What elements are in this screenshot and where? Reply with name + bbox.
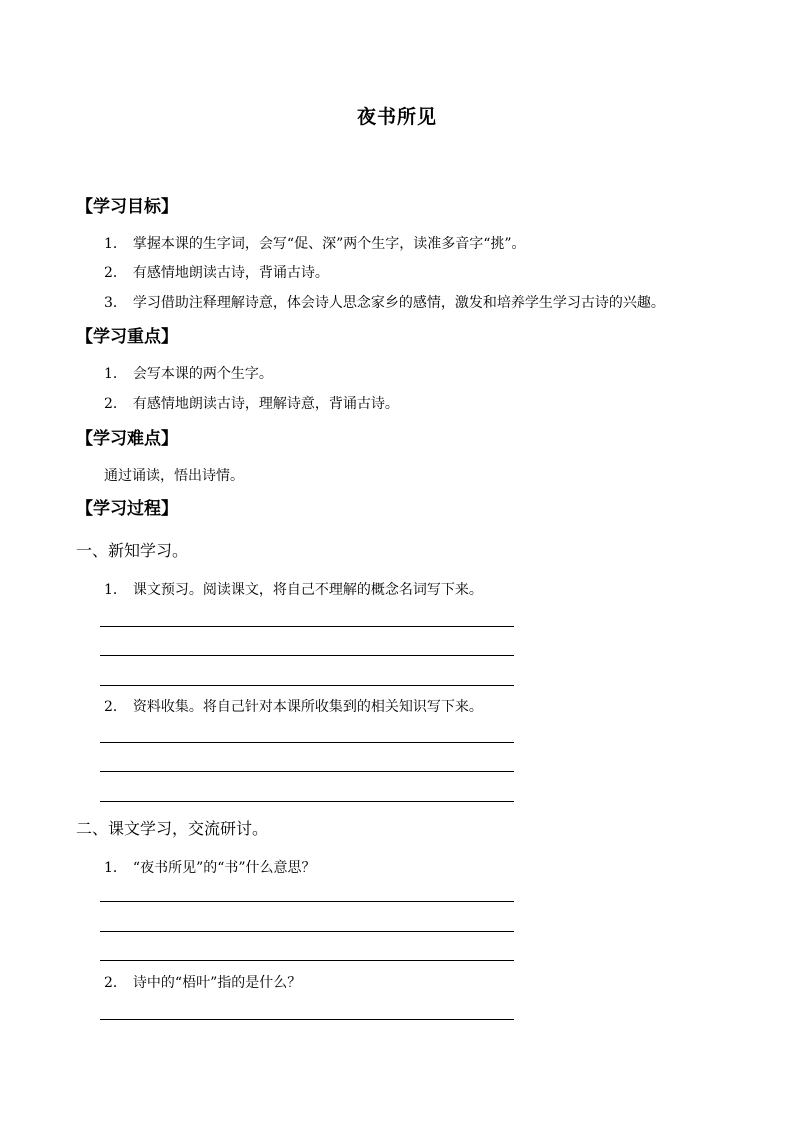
- keypoint-item-1: [104, 363, 273, 383]
- difficulties-heading: 【学习难点】: [76, 429, 178, 449]
- answer-line: [100, 801, 514, 802]
- answer-line: [100, 685, 514, 686]
- item-text: 资料收集。将自己针对本课所收集到的相关知识写下来。: [132, 699, 483, 715]
- part2-title: 二、课文学习，交流研讨。: [76, 819, 269, 838]
- objective-item-2: [104, 262, 329, 282]
- item-text: 会写本课的两个生字。: [132, 366, 273, 382]
- objective-item-1: [104, 233, 526, 253]
- item-text: 学习借助注释理解诗意，体会诗人思念家乡的感情，激发和培养学生学习古诗的兴趣。: [132, 295, 665, 311]
- item-text: 掌握本课的生字词，会写“促、深”两个生字，读准多音字“挑”。: [132, 236, 526, 252]
- item-text: “夜书所见”的“书”什么意思？: [132, 860, 316, 876]
- answer-line: [100, 655, 514, 656]
- item-number: 1．: [104, 236, 127, 252]
- answer-line: [100, 742, 514, 743]
- difficulties-text: 通过诵读，悟出诗情。: [104, 468, 244, 484]
- page-title: 夜书所见: [356, 106, 437, 128]
- objective-item-3: [104, 292, 665, 312]
- item-text: 课文预习。阅读课文，将自己不理解的概念名词写下来。: [132, 582, 483, 598]
- item-text: 有感情地朗读古诗，背诵古诗。: [132, 265, 329, 281]
- keypoints-heading: 【学习重点】: [76, 327, 178, 347]
- item-text: 有感情地朗读古诗，理解诗意，背诵古诗。: [132, 396, 399, 412]
- part1-question-1: [104, 579, 483, 599]
- part1-question-2: [104, 696, 483, 716]
- item-number: 1．: [104, 582, 127, 598]
- part2-question-2: [104, 972, 301, 992]
- item-number: 2．: [104, 975, 127, 991]
- item-number: 2．: [104, 699, 127, 715]
- objectives-heading: 【学习目标】: [76, 197, 178, 217]
- answer-line: [100, 771, 514, 772]
- item-text: 诗中的“梧叶”指的是什么？: [132, 975, 302, 991]
- part2-question-1: [104, 857, 316, 877]
- answer-line: [100, 626, 514, 627]
- answer-line: [100, 931, 514, 932]
- answer-line: [100, 901, 514, 902]
- answer-line: [100, 960, 514, 961]
- item-number: 3．: [104, 295, 127, 311]
- item-number: 1．: [104, 860, 127, 876]
- process-heading: 【学习过程】: [76, 499, 178, 519]
- answer-line: [100, 1019, 514, 1020]
- part1-title: 一、新知学习。: [76, 541, 189, 560]
- item-number: 2．: [104, 396, 127, 412]
- keypoint-item-2: [104, 393, 399, 413]
- item-number: 1．: [104, 366, 127, 382]
- item-number: 2．: [104, 265, 127, 281]
